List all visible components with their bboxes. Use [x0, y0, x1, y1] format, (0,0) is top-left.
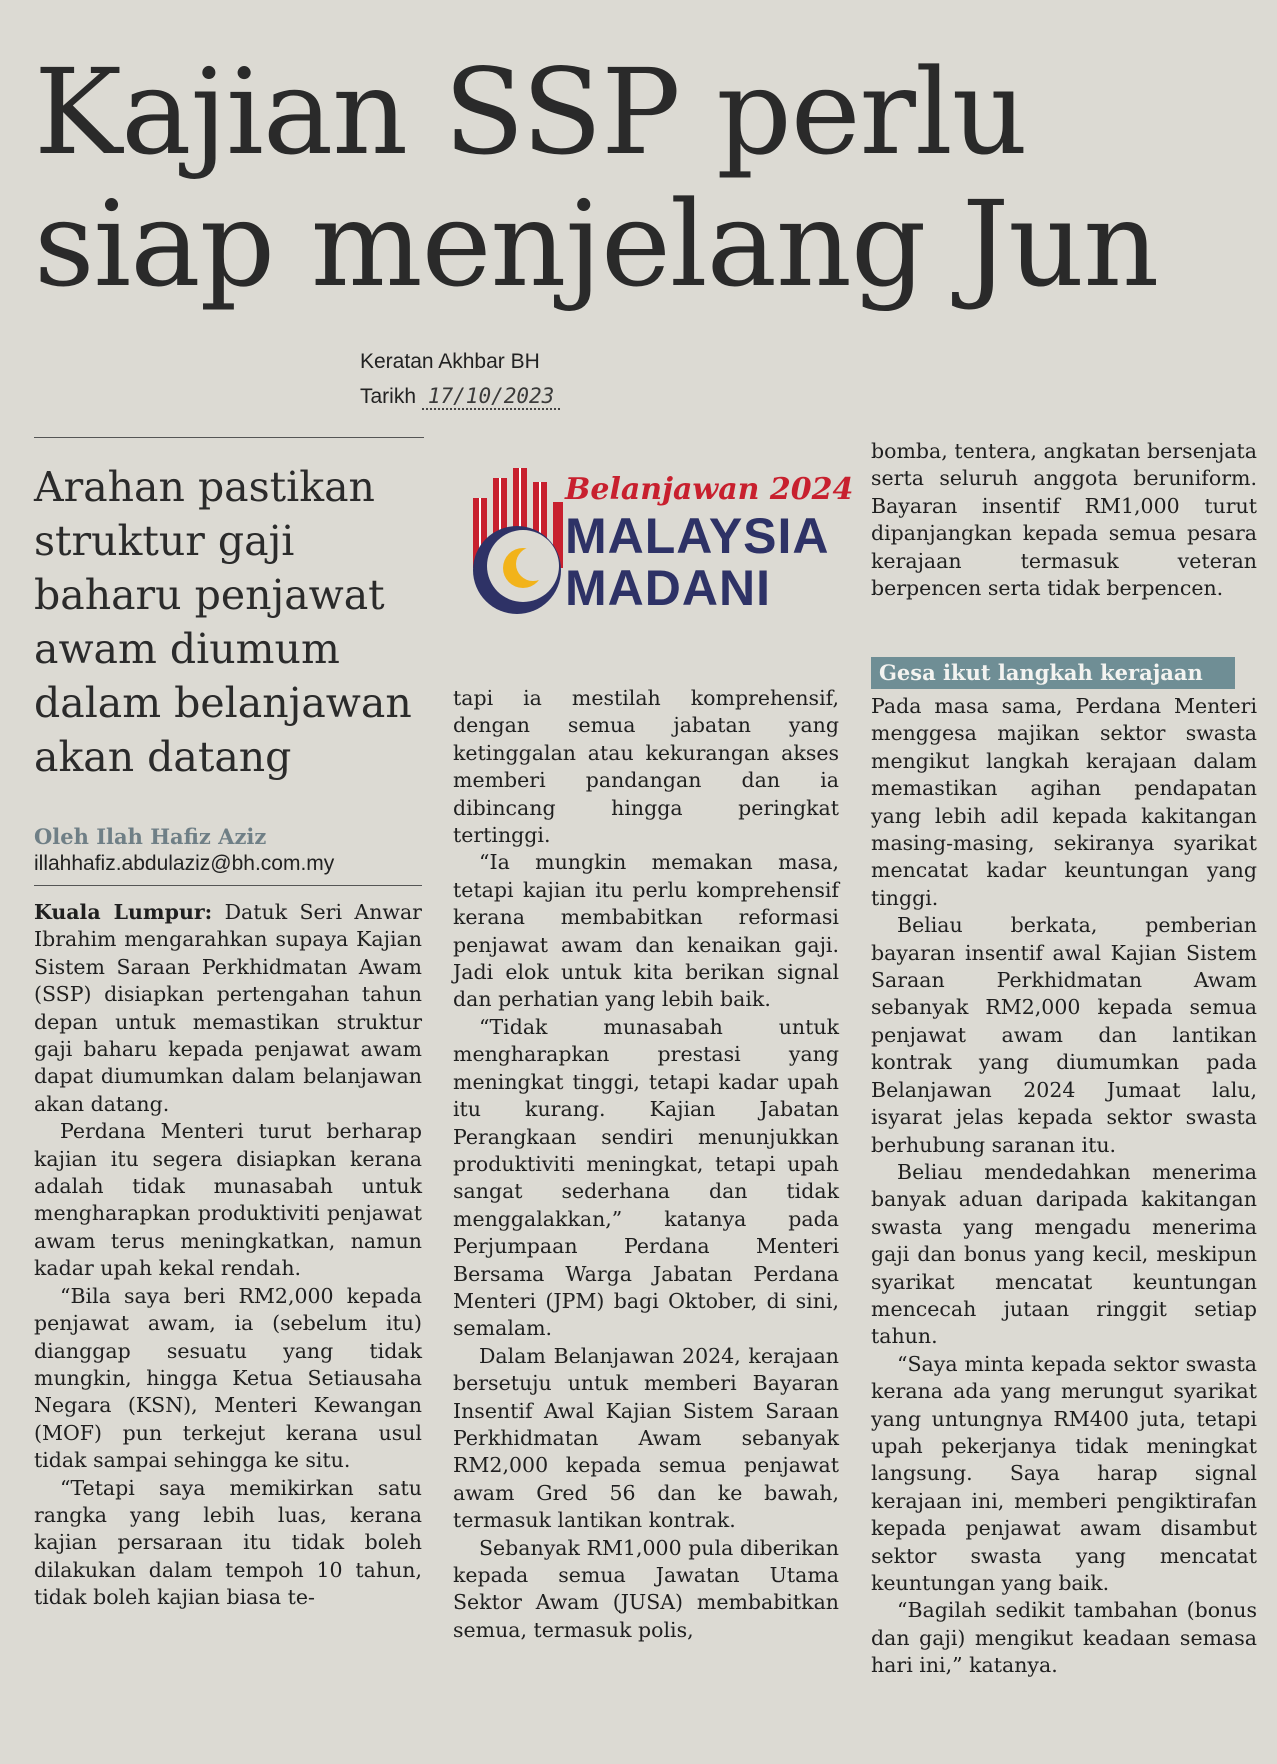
paragraph: Sebanyak RM1,000 pula diberikan kepada semua Jawatan Utama Sektor Awam (JUSA) membabitkan semua, termasuk polis, — [453, 1535, 839, 1642]
paragraph: “Bila saya beri RM2,000 kepada penjawat awam, ia (sebelum itu) dianggap sesuatu yang tidak mungkin, hingga Ketua Setiausaha Negara (KSN), Menteri Kewangan (MOF) pun terkejut kerana usul tidak sampai sehingga ke situ. — [34, 1283, 422, 1473]
paragraph: bomba, tentera, angkatan bersenjata serta seluruh anggota beruniform. Bayaran insentif RM1,000 turut dipanjangkan kepada semua pesara kerajaan termasuk veteran berpencen serta tidak berpencen. — [871, 439, 1257, 601]
paragraph — [34, 899, 422, 1118]
logo-line-1: MALAYSIA — [565, 508, 830, 564]
headline-divider — [34, 437, 424, 438]
paragraph: tapi ia mestilah komprehensif, dengan semua jabatan yang ketinggalan atau kekurangan akses memberi pandangan dan ia dibincang hingga peringkat tertinggi. — [453, 686, 839, 848]
paragraph: Perdana Menteri turut berharap kajian itu segera disiapkan kerana adalah tidak munasabah untuk mengharapkan produktiviti penjawat awam terus meningkatkan, namun kadar upah kekal rendah. — [34, 1119, 422, 1281]
article-column-1 — [34, 899, 422, 1612]
paragraph: Beliau berkata, pemberian bayaran insentif awal Kajian Sistem Saraan Perkhidmatan Awam sebanyak RM2,000 kepada semua penjawat awam dan lantikan kontrak yang diumumkan pada Belanjawan 2024 Jumaat lalu, isyarat jelas kepada sektor swasta berhubung saranan itu. — [871, 913, 1257, 1157]
article-column-3 — [871, 438, 1257, 602]
paragraph: “Tidak munasabah untuk mengharapkan prestasi yang meningkat tinggi, tetapi kadar upah itu kurang. Kajian Jabatan Perangkaan sendiri menunjukkan produktiviti meningkat, tetapi upah sangat sederhana dan tidak menggalakkan,” katanya pada Perjumpaan Perdana Menteri Bersama Warga Jabatan Perdana Menteri (JPM) bagi Oktober, di sini, semalam. — [453, 1014, 839, 1341]
stamp-source: Keratan Akhbar BH — [360, 350, 540, 373]
stamp-date-value: 17/10/2023 — [422, 384, 560, 410]
logo-line-2: MADANI — [565, 560, 771, 616]
clipping-stamp — [360, 350, 560, 418]
byline-email: illahhafiz.abdulaziz@bh.com.my — [34, 852, 335, 875]
paragraph: “Bagilah sedikit tambahan (bonus dan gaji) mengikut keadaan semasa hari ini,” katanya. — [871, 1598, 1257, 1678]
paragraph: Pada masa sama, Perdana Menteri menggesa majikan sektor swasta mengikut langkah kerajaan dalam memastikan agihan pendapatan yang lebih adil kepada kakitangan masing-masing, sekiranya syarikat mencatat kadar keuntungan yang tinggi. — [871, 694, 1257, 910]
paragraph: “Ia mungkin memakan masa, tetapi kajian itu perlu komprehensif kerana membabitkan reformasi penjawat awam dan kenaikan gaji. Jadi elok untuk kita berikan signal dan perhatian yang lebih baik. — [453, 850, 839, 1012]
paragraph: Dalam Belanjawan 2024, kerajaan bersetuju untuk memberi Bayaran Insentif Awal Kajian Sistem Saraan Perkhidmatan Awam sebanyak RM2,000 kepada semua penjawat awam Gred 56 dan ke bawah, termasuk lantikan kontrak. — [453, 1343, 839, 1533]
belanjawan-2024-logo — [455, 460, 854, 620]
stamp-date-row — [360, 384, 560, 418]
article-column-3-continued — [871, 693, 1257, 1680]
dateline: Kuala Lumpur: — [34, 900, 213, 924]
malaysia-madani-emblem-icon — [467, 468, 567, 618]
paragraph: Beliau mendedahkan menerima banyak aduan daripada kakitangan swasta yang mengadu menerima gaji dan bonus yang kecil, meskipun syarikat mencatat keuntungan mencecah jutaan ringgit setiap tahun. — [871, 1159, 1257, 1349]
headline-line-1: Kajian SSP perlu — [34, 43, 1027, 181]
paragraph: “Saya minta kepada sektor swasta kerana ada yang merungut syarikat yang untungnya RM400 juta, tetapi upah pekerjanya tidak meningkat langsung. Saya harap signal kerajaan ini, memberi pengiktirafan kepada penjawat awam disambut sektor swasta yang mencatat keuntungan yang baik. — [871, 1351, 1257, 1595]
headline — [34, 43, 1254, 313]
logo-script-text: Belanjawan 2024 — [565, 472, 854, 507]
headline-line-2: siap menjelang Jun — [34, 175, 1159, 313]
byline-divider — [34, 885, 422, 886]
byline-author: Oleh Ilah Hafiz Aziz — [34, 824, 267, 849]
paragraph-text: Datuk Seri Anwar Ibrahim mengarahkan supaya Kajian Sistem Saraan Perkhidmatan Awam (SSP) disiapkan pertengahan tahun depan untuk memastikan struktur gaji baharu kepada penjawat awam dapat diumumkan dalam belanjawan akan datang. — [34, 900, 422, 1116]
section-heading: Gesa ikut langkah kerajaan — [871, 657, 1235, 689]
subheadline: Arahan pastikan struktur gaji baharu penjawat awam diumum dalam belanjawan akan datang — [34, 463, 412, 781]
stamp-date-label: Tarikh — [360, 385, 417, 408]
paragraph: “Tetapi saya memikirkan satu rangka yang lebih luas, kerana kajian persaraan itu tidak boleh dilakukan dalam tempoh 10 tahun, tidak boleh kajian biasa te- — [34, 1475, 422, 1610]
article-column-2 — [453, 685, 839, 1644]
